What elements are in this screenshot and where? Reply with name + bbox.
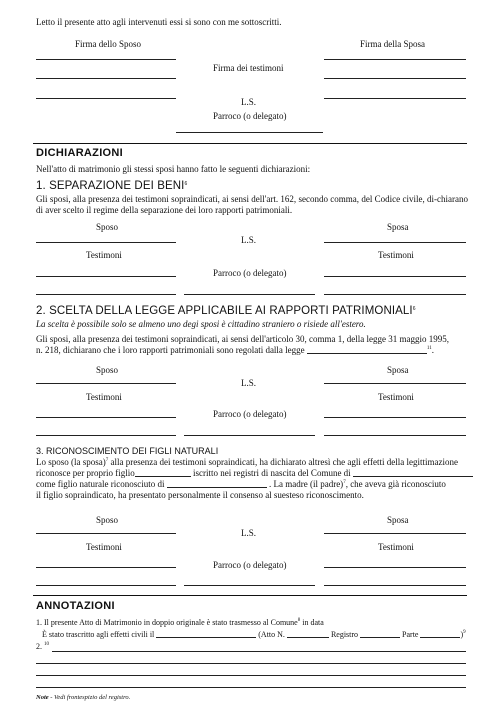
annotations-title: ANNOTAZIONI xyxy=(36,600,115,612)
declarations-title: DICHIARAZIONI xyxy=(36,147,124,159)
witness-line-left-2[interactable] xyxy=(36,585,176,586)
register-field[interactable] xyxy=(360,630,400,638)
law-choice-text-line2: n. 218, dichiarano che i loro rapporti patrimoniali sono regolati dalla legge $^{11}$. xyxy=(36,345,434,355)
witness-line-left-2[interactable] xyxy=(36,98,176,99)
annotation-writing-line[interactable] xyxy=(52,651,466,652)
annotation-line2: È stato trascritto agli effetti civili il (Atto N. Registro Parte )$^9$ xyxy=(42,630,466,639)
separation-text: Gli sposi, alla presenza dei testimoni sopraindicati, ai sensi dell'art. 162, secondo comma, del Codice civile, di-chiarano di aver scelto il regime della separazione dei loro rapporti patrimoniali. xyxy=(36,194,468,215)
footnote: Note - Vedi frontespizio del registro. xyxy=(36,694,131,701)
groom-label: Sposo xyxy=(96,515,119,525)
children-text-line2: riconosce per proprio figlio iscritto nei registri di nascita del Comune di xyxy=(36,468,473,479)
annotation-writing-line[interactable] xyxy=(36,675,466,676)
witness-line-right-1[interactable] xyxy=(324,78,466,79)
children-text-line3: come figlio naturale riconosciuto di . La madre (il padre)$^7$, che aveva già riconosciuto xyxy=(36,479,446,489)
groom-label: Sposo xyxy=(96,365,119,375)
groom-label: Sposo xyxy=(96,222,119,232)
children-text-line1: Lo sposo (la sposa)$^7$ alla presenza dei testimoni sopraindicati, ha dichiarato altresì che agli effetti della legittimazione xyxy=(36,457,458,467)
witness-line-left-1[interactable] xyxy=(36,567,176,568)
act-number-field[interactable] xyxy=(287,630,329,638)
bride-label: Sposa xyxy=(387,515,409,525)
bride-signature-line[interactable] xyxy=(324,59,466,60)
seal-label: L.S. xyxy=(241,378,257,388)
witness-line-left-1[interactable] xyxy=(36,417,176,418)
witness-line-right-1[interactable] xyxy=(324,417,466,418)
section-children-recognition-title: 3. RICONOSCIMENTO DEI FIGLI NATURALI xyxy=(36,446,219,456)
witness-line-right-1[interactable] xyxy=(324,567,466,568)
witnesses-label-right: Testimoni xyxy=(378,542,414,552)
seal-label: L.S. xyxy=(241,235,257,245)
recognized-by-field[interactable] xyxy=(167,479,267,488)
part-field[interactable] xyxy=(420,630,460,638)
seal-label: L.S. xyxy=(241,97,257,107)
annotation-writing-line[interactable] xyxy=(36,687,466,688)
transcription-date-field[interactable] xyxy=(156,630,256,638)
priest-signature-line[interactable] xyxy=(184,294,315,295)
witness-line-right-2[interactable] xyxy=(324,294,466,295)
reading-statement: Letto il presente atto agli intervenuti essi si sono con me sottoscritti. xyxy=(36,17,282,27)
witness-line-left-2[interactable] xyxy=(36,435,176,436)
groom-signature-line[interactable] xyxy=(36,533,176,534)
annotation-line3-label: 2. $^{10}$ xyxy=(36,642,49,651)
section-law-choice-title: 2. SCELTA DELLA LEGGE APPLICABILE AI RAPPORTI PATRIMONIALI$^6$ xyxy=(36,305,416,317)
witness-line-left-1[interactable] xyxy=(36,276,176,277)
bride-label: Sposa xyxy=(387,365,409,375)
witness-line-left-2[interactable] xyxy=(36,294,176,295)
parish-priest-label: Parroco (o delegato) xyxy=(213,111,287,121)
priest-signature-line[interactable] xyxy=(184,435,315,436)
section-divider xyxy=(33,595,467,596)
witnesses-signature-label: Firma dei testimoni xyxy=(213,63,284,73)
parish-priest-label: Parroco (o delegato) xyxy=(213,560,287,570)
section-divider xyxy=(33,143,467,144)
declarations-intro: Nell'atto di matrimonio gli stessi sposi hanno fatto le seguenti dichiarazioni: xyxy=(36,164,311,174)
groom-signature-line[interactable] xyxy=(36,59,176,60)
law-choice-text-line1: Gli sposi, alla presenza dei testimoni sopraindicati, ai sensi dell'articolo 30, comma 1, della legge 31 maggio 1995, xyxy=(36,334,450,344)
groom-signature-line[interactable] xyxy=(36,383,176,384)
witness-line-left-1[interactable] xyxy=(36,78,176,79)
child-name-field[interactable] xyxy=(135,468,191,477)
parish-priest-label: Parroco (o delegato) xyxy=(213,268,287,278)
bride-signature-line[interactable] xyxy=(324,242,466,243)
witness-line-right-2[interactable] xyxy=(324,435,466,436)
birth-municipality-field[interactable] xyxy=(353,468,473,477)
seal-label: L.S. xyxy=(241,528,257,538)
bride-label: Sposa xyxy=(387,222,409,232)
section-separation-title: 1. SEPARAZIONE DEI BENI$^6$ xyxy=(36,180,188,192)
priest-signature-line[interactable] xyxy=(184,585,315,586)
bride-signature-line[interactable] xyxy=(324,533,466,534)
witnesses-label-left: Testimoni xyxy=(86,542,122,552)
children-text-line4: il figlio sopraindicato, ha presentato personalmente il consenso al suesteso riconoscimento. xyxy=(36,490,364,500)
witnesses-label-right: Testimoni xyxy=(378,250,414,260)
groom-signature-line[interactable] xyxy=(36,242,176,243)
law-choice-subtitle: La scelta è possibile solo se almeno uno degi sposi è cittadino straniero o risiede all'estero. xyxy=(36,319,366,329)
witnesses-label-left: Testimoni xyxy=(86,250,122,260)
parish-priest-label: Parroco (o delegato) xyxy=(213,409,287,419)
witness-line-right-2[interactable] xyxy=(324,98,466,99)
witnesses-label-left: Testimoni xyxy=(86,392,122,402)
annotation-line1: 1. Il presente Atto di Matrimonio in doppio originale è stato trasmesso al Comune$^8$ in data xyxy=(36,618,324,627)
witnesses-label-right: Testimoni xyxy=(378,392,414,402)
witness-line-right-2[interactable] xyxy=(324,585,466,586)
witness-line-right-1[interactable] xyxy=(324,276,466,277)
priest-signature-line[interactable] xyxy=(176,132,323,133)
groom-signature-label: Firma dello Sposo xyxy=(75,39,142,49)
bride-signature-label: Firma della Sposa xyxy=(360,39,425,49)
bride-signature-line[interactable] xyxy=(324,383,466,384)
annotation-writing-line[interactable] xyxy=(36,663,466,664)
applicable-law-field[interactable] xyxy=(307,345,427,354)
